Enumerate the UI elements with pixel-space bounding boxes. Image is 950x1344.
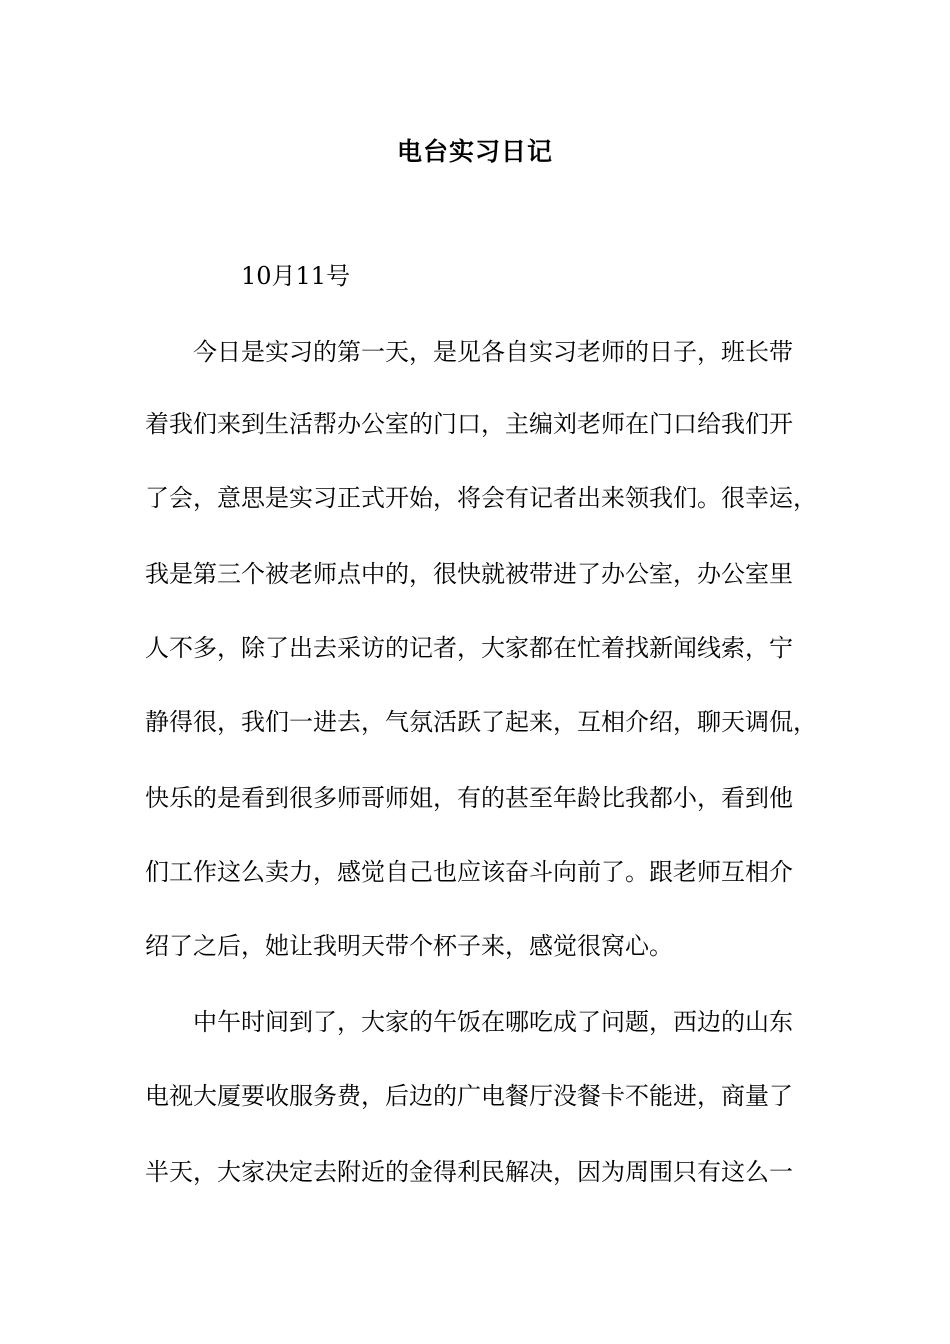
paragraph-line: 着我们来到生活帮办公室的门口，主编刘老师在门口给我们开	[145, 410, 793, 438]
paragraph-line: 了会，意思是实习正式开始，将会有记者出来领我们。很幸运，	[145, 484, 817, 512]
paragraph-line: 半天，大家决定去附近的金得利民解决，因为周围只有这么一	[145, 1158, 793, 1186]
document-title: 电台实习日记	[396, 137, 553, 166]
paragraph-line: 快乐的是看到很多师哥师姐，有的甚至年龄比我都小，看到他	[145, 784, 793, 812]
diary-date: 10月11号	[241, 262, 351, 290]
paragraph-line: 电视大厦要收服务费，后边的广电餐厅没餐卡不能进，商量了	[145, 1082, 793, 1110]
paragraph-line: 静得很，我们一进去，气氛活跃了起来，互相介绍，聊天调侃，	[145, 708, 817, 736]
paragraph-line: 绍了之后，她让我明天带个杯子来，感觉很窝心。	[145, 932, 673, 960]
paragraph-line: 们工作这么卖力，感觉自己也应该奋斗向前了。跟老师互相介	[145, 858, 793, 886]
paragraph-line: 今日是实习的第一天，是见各自实习老师的日子，班长带	[193, 338, 793, 366]
paragraph-line: 我是第三个被老师点中的，很快就被带进了办公室，办公室里	[145, 560, 793, 588]
paragraph-line: 中午时间到了，大家的午饭在哪吃成了问题，西边的山东	[193, 1008, 793, 1036]
paragraph-line: 人不多，除了出去采访的记者，大家都在忙着找新闻线索，宁	[145, 634, 793, 662]
